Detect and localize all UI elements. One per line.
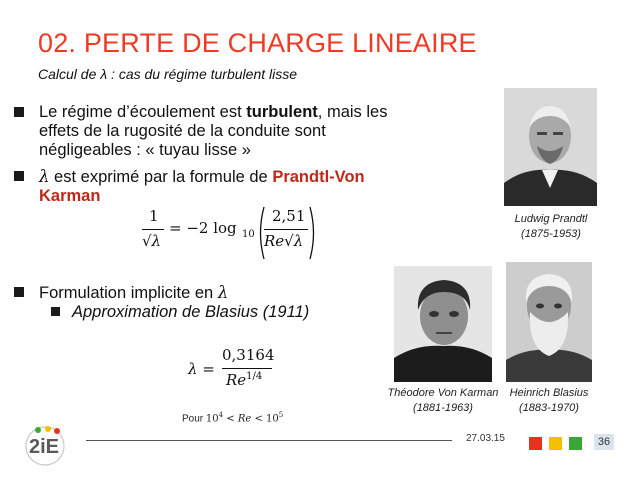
portrait-blasius-image [506,262,592,382]
caption-name: Théodore Von Karman [387,387,499,399]
bullet-implicit-formulation [14,283,414,303]
formula-minus-two-log: = −2 log [169,219,237,237]
logo-text: 2iE [29,436,60,458]
prandtl-von-karman-highlight: Prandtl-Von Karman [39,168,365,205]
formula-lambda-eq: λ = [188,360,215,378]
caption-years: (1883-1970) [519,402,579,414]
portrait-von-karman-image [394,266,492,382]
lambda-symbol: λ [39,167,50,186]
bullet-turbulent-regime [14,103,414,160]
range-mid: < Re < [223,413,267,425]
prandtl-formula [140,205,320,265]
green-square [569,437,582,450]
range-hi-exp: 5 [278,411,284,419]
portrait-prandtl-image [504,88,597,206]
slide-title: 02. PERTE DE CHARGE LINEAIRE [38,28,477,58]
caption-prandtl [496,212,606,242]
bullet-text: Le régime d’écoulement est [39,103,247,121]
bullet-text: est exprimé par la formule de [49,168,273,186]
sub-bullet-text: Approximation de Blasius (1911) [72,303,310,321]
slide-subtitle: Calcul de λ : cas du régime turbulent lisse [38,66,298,82]
formula-numerator: 0,3164 [222,346,275,364]
red-square [529,437,542,450]
range-hi-base: 10 [266,413,279,425]
range-lo-base: 10 [205,413,219,425]
formula-exponent: 1/4 [246,371,263,382]
bullet-text: Formulation implicite en [39,284,218,302]
right-paren-icon [308,205,318,261]
formula-one: 1 [149,207,159,225]
caption-years: (1881-1963) [413,402,473,414]
bullet-square-icon [51,307,60,316]
bullet-text: , mais les effets de la rugosité de la conduite sont négligeables : « tuyau lisse » [39,103,388,159]
footer-date: 27.03.15 [466,433,505,444]
bullet-bold-text: turbulent [246,103,318,121]
portrait-von-karman [394,266,492,382]
caption-years: (1875-1953) [521,228,581,240]
formula-re: Re [226,371,247,389]
footer-divider [86,440,452,441]
page-number: 36 [594,434,614,450]
bullet-square-icon [14,171,24,181]
bullet-square-icon [14,107,24,117]
caption-blasius [490,386,608,416]
formula-denominator: Re√λ [264,232,304,250]
caption-name: Heinrich Blasius [509,387,589,399]
range-pour: Pour [182,413,206,425]
yellow-square [549,437,562,450]
formula-log-base: 10 [242,229,255,240]
caption-von-karman [380,386,506,416]
sub-bullet-blasius [51,303,309,322]
formula-numerator: 2,51 [272,207,306,225]
caption-name: Ludwig Prandtl [514,213,588,225]
portrait-prandtl [504,88,597,206]
bullet-square-icon [14,287,24,297]
reynolds-range [182,411,283,424]
bullet-prandtl-formula [14,167,414,206]
formula-sqrt-lambda: √λ [142,232,162,250]
portrait-blasius [506,262,592,382]
blasius-formula [188,346,288,390]
lambda-symbol: λ [217,283,229,302]
2ie-logo [20,424,78,471]
range-lo-exp: 4 [218,411,224,419]
